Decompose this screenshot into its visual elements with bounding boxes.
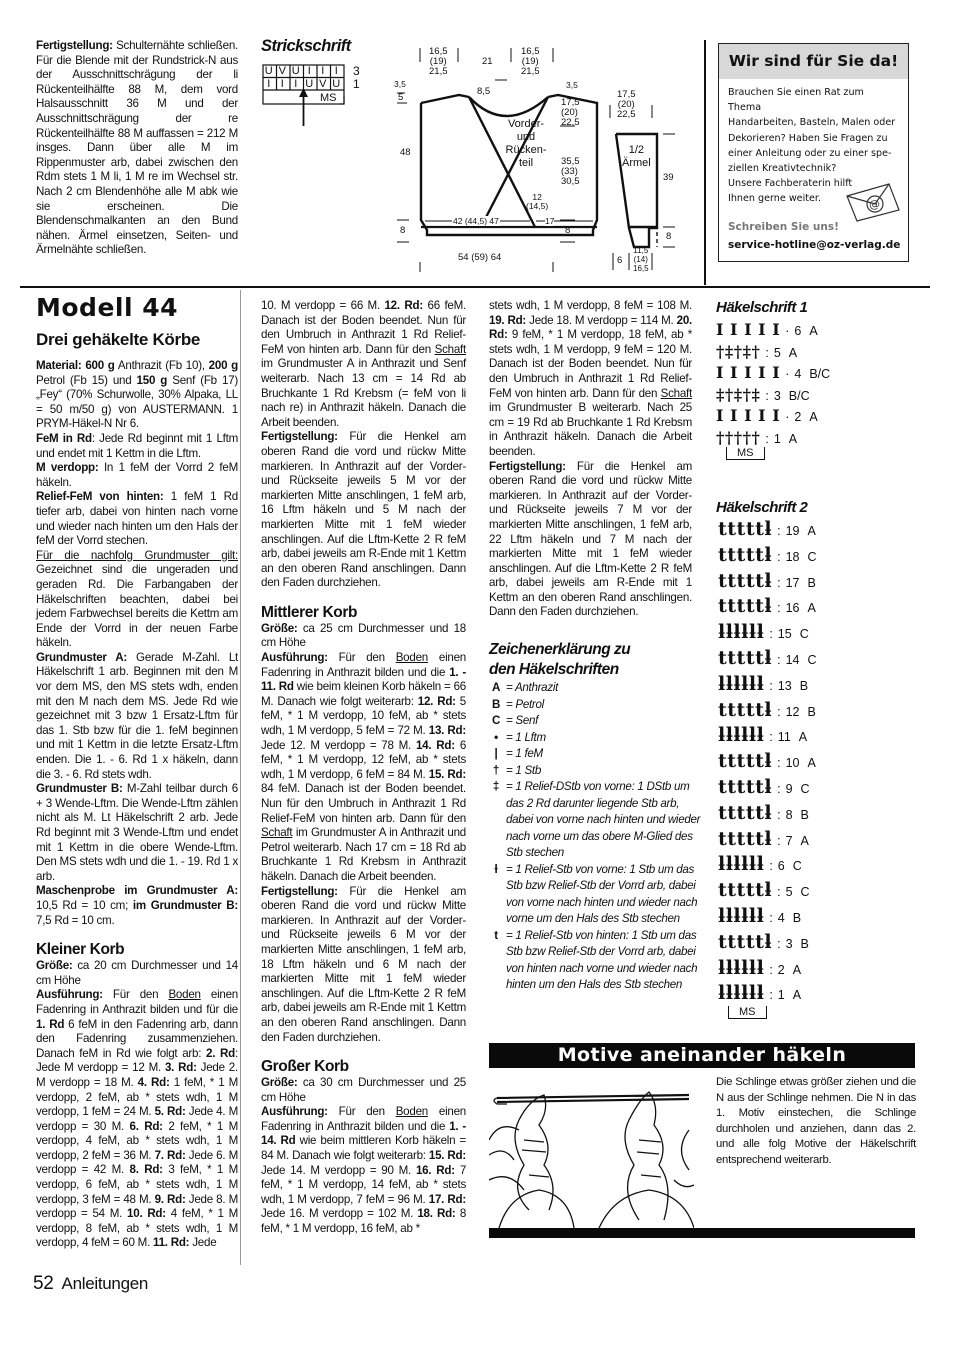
chart-row-separator: : bbox=[765, 388, 769, 403]
haekelschrift-1-chart bbox=[716, 320, 856, 470]
chart-row bbox=[716, 342, 797, 362]
chart-row-color: A bbox=[788, 431, 798, 446]
chart-row-number: 3 bbox=[785, 936, 793, 951]
armhole-measure: 17,5 (20) 22,5 bbox=[561, 97, 580, 128]
chart-row-symbols: ††††† bbox=[716, 427, 761, 447]
model-title: Modell 44 bbox=[36, 293, 179, 322]
chart-row-separator: : bbox=[777, 782, 781, 796]
shoulder-slope-right: 3,5 bbox=[566, 80, 578, 90]
chart-row-symbols: tttttƚ bbox=[718, 827, 773, 850]
chart-row-separator: : bbox=[777, 575, 781, 590]
chart-row-number: 12 bbox=[785, 704, 800, 719]
chart-row-number: 4 bbox=[794, 367, 802, 381]
chart-row bbox=[718, 724, 807, 746]
chart-ms-marker: MS bbox=[726, 447, 765, 460]
chart-row-separator: : bbox=[769, 730, 773, 745]
chart-row-symbols: ƚƚƚƚƚƚ bbox=[718, 853, 765, 876]
chart-row bbox=[718, 595, 816, 617]
chart-row-separator: : bbox=[777, 885, 781, 900]
chart-row-separator: : bbox=[777, 653, 781, 667]
chart-row-number: 13 bbox=[777, 678, 792, 693]
chart-row-color: B bbox=[800, 936, 809, 951]
chart-row-separator: : bbox=[769, 678, 773, 693]
chart-row-symbols: tttttƚ bbox=[718, 518, 773, 540]
chart-cell: I bbox=[334, 65, 338, 77]
chart-row-symbols: ƚƚƚƚƚƚ bbox=[718, 672, 765, 695]
legend-title: Zeichenerklärung zu den Häkelschriften bbox=[489, 641, 631, 678]
top-finishing-text bbox=[36, 39, 238, 258]
sleeve-length: 39 bbox=[663, 172, 674, 183]
chart-row-color: B bbox=[807, 704, 816, 719]
chart-row-number: 5 bbox=[785, 885, 793, 900]
chart-row-color: B bbox=[800, 807, 809, 822]
legend-symbol: C bbox=[491, 714, 501, 727]
model-subtitle: Drei gehäkelte Körbe bbox=[36, 330, 201, 349]
grosser-korb-title: Großer Korb bbox=[261, 1058, 349, 1076]
chart-row-number: 9 bbox=[785, 782, 793, 796]
cuff-width: 11,5 (14) 16,5 bbox=[633, 246, 649, 273]
chart-row-number: 16 bbox=[785, 601, 800, 616]
chart-cell: I bbox=[280, 77, 284, 90]
neck-width: 21 bbox=[482, 56, 493, 67]
chart-row-color: B/C bbox=[809, 367, 831, 381]
chart-row-symbols: †‡†‡† bbox=[716, 341, 761, 361]
chart-row-number: 1 bbox=[777, 988, 785, 1003]
chart-row-separator: : bbox=[777, 756, 781, 771]
chart-row-number: 15 bbox=[777, 627, 792, 642]
chart-row bbox=[718, 699, 816, 721]
chart-row-symbols: tttttƚ bbox=[718, 595, 773, 618]
chart-row-color: A bbox=[798, 730, 808, 745]
chart-row bbox=[718, 957, 801, 979]
chart-row bbox=[716, 320, 818, 340]
page-footer bbox=[33, 1273, 148, 1295]
legend-text: = 1 Stb bbox=[506, 763, 541, 777]
chart-row-color: C bbox=[800, 885, 810, 900]
chart-row-symbols: ƚƚƚƚƚƚ bbox=[718, 982, 765, 1005]
chart-row-color: B bbox=[799, 678, 809, 693]
chart-row-separator: : bbox=[765, 345, 769, 360]
legend-item bbox=[489, 746, 701, 763]
chart-ms-marker: MS bbox=[728, 1006, 767, 1019]
legend-item bbox=[489, 697, 701, 714]
legend-item bbox=[489, 730, 701, 747]
footer-section: Anleitungen bbox=[61, 1274, 149, 1293]
chart-row-separator: · bbox=[785, 324, 790, 338]
side-length: 35,5 (33) 30,5 bbox=[561, 156, 580, 187]
legend-text: = Petrol bbox=[506, 697, 544, 711]
chart-row-color: C bbox=[799, 627, 809, 642]
chart-row bbox=[718, 802, 809, 824]
chart-row-number: 5 bbox=[773, 345, 781, 360]
fertig-text: Schulternähte schließen. Für die Blende mit der Rundstrick-N aus der Ausschnittschrägung der li Rückenteilhälfte 88 M, dem vord Halsausschnitt 36 M und der Ausschnittschrägung der re Rückenteilhälfte 88 M auffassen = 212 M insges. Dann über alle M im Rippenmuster arb, dabei zwischen den Rdm stets 1 M li, 1 M re im Wechsel str. Nach 2 cm Blendenhöhe alle M abk wie sie erscheinen. Die Blendenschmalkanten an den Bund nähen. Ärmel einsetzen, Seiten- und Ärmelnähte schließen. bbox=[36, 39, 238, 257]
motive-text: Die Schlinge etwas größer ziehen und die N aus der Schlinge nehmen. Die N in das 1. Motiv einstechen, die Schlinge durchholen und anziehen, dann das 2. und alle folg Motive der Häkelschrift entsprechend weiterarb. bbox=[716, 1076, 916, 1166]
mittlerer-korb-title: Mittlerer Korb bbox=[261, 603, 358, 621]
chart-row-separator: : bbox=[769, 627, 773, 642]
legend-symbol: ‡ bbox=[492, 780, 500, 793]
chart-row-color: C bbox=[807, 549, 817, 564]
chart-row-symbols: tttttƚ bbox=[718, 801, 773, 824]
inner-width: 42 (44,5) 47 bbox=[453, 216, 499, 226]
chart-row-color: C bbox=[792, 859, 802, 874]
chart-row-number: 14 bbox=[785, 653, 800, 667]
chart-row-color: C bbox=[800, 782, 810, 796]
chart-row-symbols: ƚƚƚƚƚƚ bbox=[718, 956, 765, 979]
chart-row-symbols: tttttƚ bbox=[718, 776, 773, 798]
infobox-email-link[interactable]: service-hotline@oz-verlag.de bbox=[728, 239, 901, 251]
envelope-at-icon bbox=[845, 182, 901, 222]
chart-row-separator: : bbox=[769, 962, 773, 977]
legend-text: = 1 Relief-DStb von vorne: 1 DStb um das 2 Rd darunter liegende Stb arb, dabei von vorne nach hinten und wieder nach vorne um das obere M-Glied des Stb stechen bbox=[506, 780, 701, 859]
chart-row bbox=[718, 776, 810, 798]
svg-text:@: @ bbox=[869, 198, 880, 211]
chart-row-number: 2 bbox=[777, 962, 785, 977]
chart-row-symbols: I I I I I bbox=[716, 363, 781, 382]
chart-row-number: 6 bbox=[777, 859, 785, 874]
chart-cell: U bbox=[332, 77, 341, 90]
chart-row-number: 10 bbox=[785, 756, 800, 771]
chart-row bbox=[716, 406, 818, 426]
legend-text: = 1 Lftm bbox=[506, 730, 546, 744]
half-width-note: 12 (14,5) bbox=[526, 192, 549, 211]
sleeve-top-width: 17,5 (20) 22,5 bbox=[617, 89, 636, 120]
chart-row-symbols: tttttƚ bbox=[718, 879, 773, 902]
chart-row-separator: : bbox=[777, 704, 781, 719]
chart-row-separator: · bbox=[785, 410, 790, 424]
chart-row-color: A bbox=[788, 345, 798, 360]
chart-row-number: 6 bbox=[794, 324, 802, 338]
legend-item bbox=[489, 713, 701, 730]
chart-ms-label: MS bbox=[320, 92, 337, 104]
infobox-text: Brauchen Sie einen Rat zum Thema Handarbeiten, Basteln, Malen oder Dekorieren? Haben Sie Fragen zu einer Anleitung oder zu einer spe- ziellen Kreativtechnik? Unsere Fachberaterin hilft Ihnen gerne weiter. bbox=[728, 87, 896, 205]
legend-text: = Anthrazit bbox=[506, 681, 559, 694]
chart-row bbox=[718, 570, 816, 592]
motive-banner-bottom bbox=[489, 1228, 915, 1238]
chart-row-3 bbox=[262, 65, 344, 78]
bottom-width: 54 (59) 64 bbox=[458, 252, 502, 263]
legend-text: = 1 Relief-Stb von vorne: 1 Stb um das Stb bzw Relief-Stb der Vorrd arb, dabei von vorne nach hinten und wieder nach vorne um den Hals des Stb stechen bbox=[506, 862, 698, 925]
chart-row bbox=[716, 428, 797, 448]
chart-row bbox=[716, 385, 810, 405]
chart-row-separator: : bbox=[777, 833, 781, 848]
chart-cell: I bbox=[267, 77, 271, 90]
chart-row bbox=[718, 518, 816, 540]
chart-cell: I bbox=[294, 77, 298, 90]
chart-row bbox=[718, 647, 817, 669]
chart-row-separator: : bbox=[777, 524, 781, 538]
shoulder-right-measure: 16,5 (19) 21,5 bbox=[521, 46, 540, 77]
legend-text: = 1 feM bbox=[506, 747, 543, 760]
chart-row-symbols: ƚƚƚƚƚƚ bbox=[718, 905, 765, 927]
sleeve-label: 1/2 Ärmel bbox=[622, 144, 651, 169]
chart-row-color: A bbox=[800, 833, 809, 848]
chart-row-separator: : bbox=[769, 988, 773, 1003]
chart-row bbox=[718, 828, 809, 850]
chart-row-separator: : bbox=[777, 549, 781, 564]
chart-row bbox=[718, 544, 817, 566]
chart-row-number: 7 bbox=[785, 833, 793, 848]
chart-row-color: B bbox=[807, 575, 816, 590]
body-label: Vorder- und Rücken- teil bbox=[505, 118, 547, 169]
chart-cell: U bbox=[291, 65, 300, 77]
sleeve-rib-height: 8 bbox=[666, 231, 672, 242]
chart-row-separator: : bbox=[769, 911, 773, 925]
chart-row-3-label: 3 bbox=[353, 64, 360, 78]
chart-row-color: A bbox=[807, 756, 816, 771]
chart-row bbox=[718, 879, 810, 901]
legend-symbol: A bbox=[491, 681, 501, 694]
haekelschrift-2-title: Häkelschrift 2 bbox=[716, 499, 808, 516]
chart-row-symbols: I I I I I bbox=[716, 406, 781, 425]
chart-row-symbols: I I I I I bbox=[716, 320, 781, 339]
chart-row-symbols: tttttƚ bbox=[718, 647, 773, 669]
neck-depth-left: 5 bbox=[398, 92, 404, 103]
sweater-schematic bbox=[385, 40, 685, 280]
legend-item bbox=[489, 928, 701, 994]
legend-symbol: t bbox=[494, 928, 498, 942]
chart-row-number: 3 bbox=[773, 388, 781, 403]
legend-item bbox=[489, 779, 701, 862]
legend-item bbox=[489, 680, 701, 697]
shoulder-left-measure: 16,5 (19) 21,5 bbox=[429, 46, 448, 77]
chart-cell: V bbox=[319, 77, 327, 90]
body-height: 48 bbox=[400, 147, 411, 158]
legend-text: = Senf bbox=[506, 714, 539, 727]
chart-cell: I bbox=[321, 65, 325, 77]
rib-height-right: 8 bbox=[565, 225, 571, 236]
chart-row-separator: · bbox=[785, 367, 790, 381]
chart-row-symbols: tttttƚ bbox=[718, 750, 773, 773]
legend-symbol: ƚ bbox=[494, 862, 498, 876]
infobox-divider bbox=[704, 40, 706, 285]
legend-symbol: † bbox=[492, 763, 500, 777]
chart-row-color: A bbox=[792, 962, 802, 977]
help-infobox bbox=[718, 43, 909, 262]
chart-row-color: A bbox=[807, 524, 816, 538]
chart-cell: V bbox=[278, 65, 286, 77]
kleiner-korb-title: Kleiner Korb bbox=[36, 941, 125, 959]
legend-item bbox=[489, 763, 701, 780]
chart-row-number: 18 bbox=[785, 549, 800, 564]
chart-row-symbols: tttttƚ bbox=[718, 569, 773, 592]
chart-row-separator: : bbox=[777, 936, 781, 951]
chart-row-color: B/C bbox=[788, 388, 810, 403]
section-divider bbox=[20, 286, 930, 288]
chart-row-symbols: ƚƚƚƚƚƚ bbox=[718, 724, 765, 747]
legend-symbol: B bbox=[491, 697, 501, 711]
chart-cell: U bbox=[264, 65, 273, 77]
chart-row-symbols: ƚƚƚƚƚƚ bbox=[718, 621, 765, 644]
legend-text: = 1 Relief-Stb von hinten: 1 Stb um das Stb bzw Relief-Stb der Vorrd arb, dabei von hinten nach vorne und wieder nach hinten um den Hals des Stb stechen bbox=[506, 928, 698, 991]
motive-banner-title: Motive aneinander häkeln bbox=[489, 1043, 915, 1068]
chart-row-1 bbox=[262, 78, 344, 91]
cuff-left: 6 bbox=[617, 255, 623, 266]
legend-item bbox=[489, 862, 701, 928]
strickschrift-chart bbox=[262, 64, 372, 134]
shoulder-slope-left: 3,5 bbox=[394, 79, 406, 89]
chart-row bbox=[716, 363, 830, 383]
column-divider-1 bbox=[240, 290, 241, 1265]
chart-row-number: 19 bbox=[785, 524, 800, 538]
infobox-title: Wir sind für Sie da! bbox=[719, 44, 908, 79]
chart-row bbox=[718, 621, 809, 643]
chart-row bbox=[718, 905, 801, 927]
column-3: stets wdh, 1 M verdopp, 8 feM = 108 M. 19. Rd: Jede 18. M verdopp = 114 M. 20. Rd: 9 feM, * 1 M verdopp, 18 feM, ab * stets wdh, 1 M verdopp, 9 feM = 120 M. Danach ist der Boden beendet. Nun für den Umbruch in Anthrazit 1 Rd Relief-FeM von hinten arb. Dann für den Schaft im Grundmuster B weiterarb. Nach 25 cm = 19 Rd ab Bruchkante 1 Rd Krebsm in Anthrazit häkeln. Danach die Arbeit beenden. Fertigstellung: Für die Henkel am oberen Rand die vord und rückw Mitte markieren. In Anthrazit auf der Vorder- und Rückseite jeweils 7 M vor der markierten Mitte anschlingen, 1 feM arb, 22 Lftm häkeln und 7 M nach der markierten Mitte mit 1 feM wieder anschlingen. Auf die Lftm-Kette 2 R feM arb, dabei jeweils am R-Ende mit 1 Kettm an den oberen Rand anschlingen. Dann den Faden durchziehen. bbox=[489, 299, 692, 619]
symbol-legend bbox=[489, 640, 701, 994]
chart-row-symbols: tttttƚ bbox=[718, 543, 773, 566]
legend-symbol: | bbox=[494, 747, 498, 760]
chart-row-color: A bbox=[809, 324, 818, 338]
chart-row-color: C bbox=[807, 653, 817, 667]
chart-row-number: 8 bbox=[785, 807, 793, 822]
chart-row bbox=[718, 853, 802, 875]
chart-cell: I bbox=[307, 65, 311, 77]
chart-row-symbols: tttttƚ bbox=[718, 930, 773, 953]
chart-row-separator: : bbox=[765, 431, 769, 446]
chart-row-symbols: tttttƚ bbox=[718, 698, 773, 721]
chart-row-number: 17 bbox=[785, 575, 800, 590]
chart-row-symbols: ‡†‡†‡ bbox=[716, 384, 761, 404]
strickschrift-title: Strickschrift bbox=[261, 37, 351, 55]
chart-row bbox=[718, 750, 816, 772]
page-number: 52 bbox=[33, 1273, 54, 1294]
legend-symbol: • bbox=[494, 730, 498, 744]
chart-row bbox=[718, 673, 808, 695]
infobox-cta: Schreiben Sie uns! bbox=[728, 221, 839, 233]
chart-row-separator: : bbox=[777, 601, 781, 616]
chart-cell: U bbox=[305, 77, 314, 90]
chart-row-separator: : bbox=[777, 807, 781, 822]
chart-row-color: A bbox=[809, 410, 818, 424]
haekelschrift-2-chart bbox=[718, 518, 858, 1028]
crochet-joining-illustration bbox=[489, 1080, 694, 1228]
chart-row bbox=[718, 931, 809, 953]
chart-row-number: 1 bbox=[773, 431, 781, 446]
chart-row-number: 11 bbox=[777, 730, 791, 745]
haekelschrift-1-title: Häkelschrift 1 bbox=[716, 299, 808, 316]
chart-row-color: A bbox=[792, 988, 802, 1003]
fertig-label: Fertigstellung: bbox=[36, 39, 113, 52]
chart-row-color: B bbox=[792, 911, 802, 925]
chart-row-number: 4 bbox=[777, 911, 785, 925]
chart-row-1-label: 1 bbox=[353, 77, 360, 91]
legend-items bbox=[489, 680, 701, 994]
rib-height-left: 8 bbox=[400, 225, 406, 236]
column-2: 10. M verdopp = 66 M. 12. Rd: 66 feM. Danach ist der Boden beendet. Nun für den Umbruch in Anthrazit 1 Rd Relief-FeM von hinten arb. Dann für den Schaft im Grundmuster A in Anthrazit und Senf weiterarb. Nach 13 cm = 14 Rd ab Bruchkante 1 Rd Krebsm (= feM von li nach re) in Anthrazit häkeln. Danach die Arbeit beenden. Fertigstellung: Für die Henkel am oberen Rand die vord und rückw Mitte markieren. In Anthrazit auf der Vorder- und Rückseite jeweils 5 M vor der markierten Mitte anschlingen, 1 feM arb, 16 Lftm häkeln und 5 M nach der markierten Mitte mit 1 feM wieder anschlingen. Auf die Lftm-Kette 2 R feM arb, dabei jeweils am R-Ende mit 1 Kettm an den oberen Rand anschlingen. Dann den Faden durchziehen. Mittlerer Korb Größe: ca 25 cm Durchmesser und 18 cm Höhe Ausführung: Für den Boden einen Fadenring in Anthrazit bilden und die 1. - 11. Rd wie beim kleinen Korb häkeln = 66 M. Danach wie folgt weiterarb: 12. Rd: 5 feM, * 1 M verdopp, 10 feM, ab * stets wdh, 1 M verdopp, 5 feM = 72 M. 13. Rd: Jede 12. M verdopp = 78 M. 14. Rd: 6 feM, * 1 M verdopp, 12 feM, ab * stets wdh, 1 M verdopp, 6 feM = 84 M. 15. Rd: 84 feM. Danach ist der Boden beendet. Nun für den Umbruch in Anthrazit 1 Rd Relief-FeM von hinten arb. Dann für den Schaft im Grundmuster A in Anthrazit und Petrol weiterarb. Nach 17 cm = 18 Rd ab Bruchkante 1 Rd Krebsm in Anthrazit häkeln. Danach die Arbeit beenden. Fertigstellung: Für die Henkel am oberen Rand die vord und rückw Mitte markieren. In Anthrazit auf der Vorder- und Rückseite jeweils 6 M vor der markierten Mitte anschlingen, 1 feM arb, 18 Lftm häkeln und 6 M nach der markierten Mitte mit 1 feM wieder anschlingen. Auf die Lftm-Kette 2 R feM arb, dabei jeweils am R-Ende mit 1 Kettm an den oberen Rand anschlingen. Dann den Faden durchziehen. Großer Korb Größe: ca 30 cm Durchmesser und 25 cm Höhe Ausführung: Für den Boden einen Fadenring in Anthrazit bilden und die 1. - 14. Rd wie beim mittleren Korb häkeln = 84 M. Danach wie folgt weiterarb: 15. Rd: Jede 14. M verdopp = 90 M. 16. Rd: 7 feM, * 1 M verdopp, 14 feM, ab * stets wdh, 1 M verdopp, 7 feM = 96 M. 17. Rd: Jede 16. M verdopp = 102 M. 18. Rd: 8 feM, * 1 M verdopp, 16 feM, ab * bbox=[261, 299, 467, 1236]
neck-depth: 8,5 bbox=[477, 86, 491, 97]
chart-row-number: 2 bbox=[794, 410, 802, 424]
chart-row-separator: : bbox=[769, 859, 773, 874]
chart-row-color: A bbox=[807, 601, 816, 616]
half-inner-width: 17 bbox=[545, 216, 555, 226]
column-1: Material: 600 g Anthrazit (Fb 10), 200 g Petrol (Fb 15) und 150 g Senf (Fb 17) „Fey“ (70% Schurwolle, 30% Alpaka, LL = 50 m/50 g) von AUSTERMANN. 1 PRYM-Häkel-N Nr 6. FeM in Rd: Jede Rd beginnt mit 1 Lftm und endet mit 1 Kettm in die Lftm. M verdopp: In 1 feM der Vorrd 2 feM häkeln. Relief-FeM von hinten: 1 feM 1 Rd tiefer arb, dabei von hinten nach vorne und wieder nach hinten um den Hals der feM der Vorrd stechen. Für die nachfolg Grundmuster gilt: Gezeichnet sind die ungeraden und geraden Rd. Die Farbangaben der Häkelschriften beachten, dabei bei jedem Farbwechsel bereits die Kettm am Ende der Vorrd in der neuen Farbe häkeln. Grundmuster A: Gerade M-Zahl. Lt Häkelschrift 1 arb. Beginnen mit den M vor dem MS, den MS stets wdh, enden mit den M nach dem MS. Jede Rd wie gezeichnet mit 3 bzw 1 Ersatz-Lftm für das 1. Stb bzw für die 1. feM beginnen und mit 1 Kettm in die letzte Ersatz-Lftm enden. Die 1. - 6. Rd 1 x häkeln, dann die 3. - 6. Rd stets wdh. Grundmuster B: M-Zahl teilbar durch 6 + 3 Wende-Lftm. Die Wende-Lftm zählen nicht als M. Lt Häkelschrift 2 arb. Jede Rd beginnt mit 3 Wende-Lftm und endet mit 1 Kettm in die obere Wende-Lftm. Den MS stets wdh und die 1. - 19. Rd 1 x arb. Maschenprobe im Grundmuster A: 10,5 Rd = 10 cm; im Grundmuster B: 7,5 Rd = 10 cm. Kleiner Korb Größe: ca 20 cm Durchmesser und 14 cm Höhe Ausführung: Für den Boden einen Fadenring in Anthrazit bilden und für die 1. Rd 6 feM in den Fadenring arb, dann den Fadenring zusammenziehen. Danach feM in Rd wie folgt arb: 2. Rd: Jede M verdopp = 12 M. 3. Rd: Jede 2. M verdopp = 18 M. 4. Rd: 1 feM, * 1 M verdopp, 2 feM, ab * stets wdh, 1 M verdopp, 1 feM = 24 M. 5. Rd: Jede 4. M verdopp = 30 M. 6. Rd: 2 feM, * 1 M verdopp, 4 feM, ab * stets wdh, 1 M verdopp, 2 feM = 36 M. 7. Rd: Jede 6. M verdopp = 42 M. 8. Rd: 3 feM, * 1 M verdopp, 6 feM, ab * stets wdh, 1 M verdopp, 3 feM = 48 M. 9. Rd: Jede 8. M verdopp = 54 M. 10. Rd: 4 feM, * 1 M verdopp, 8 feM, ab * stets wdh, 1 M verdopp, 4 feM = 60 M. 11. Rd: Jede bbox=[36, 359, 239, 1250]
chart-row bbox=[718, 982, 801, 1004]
